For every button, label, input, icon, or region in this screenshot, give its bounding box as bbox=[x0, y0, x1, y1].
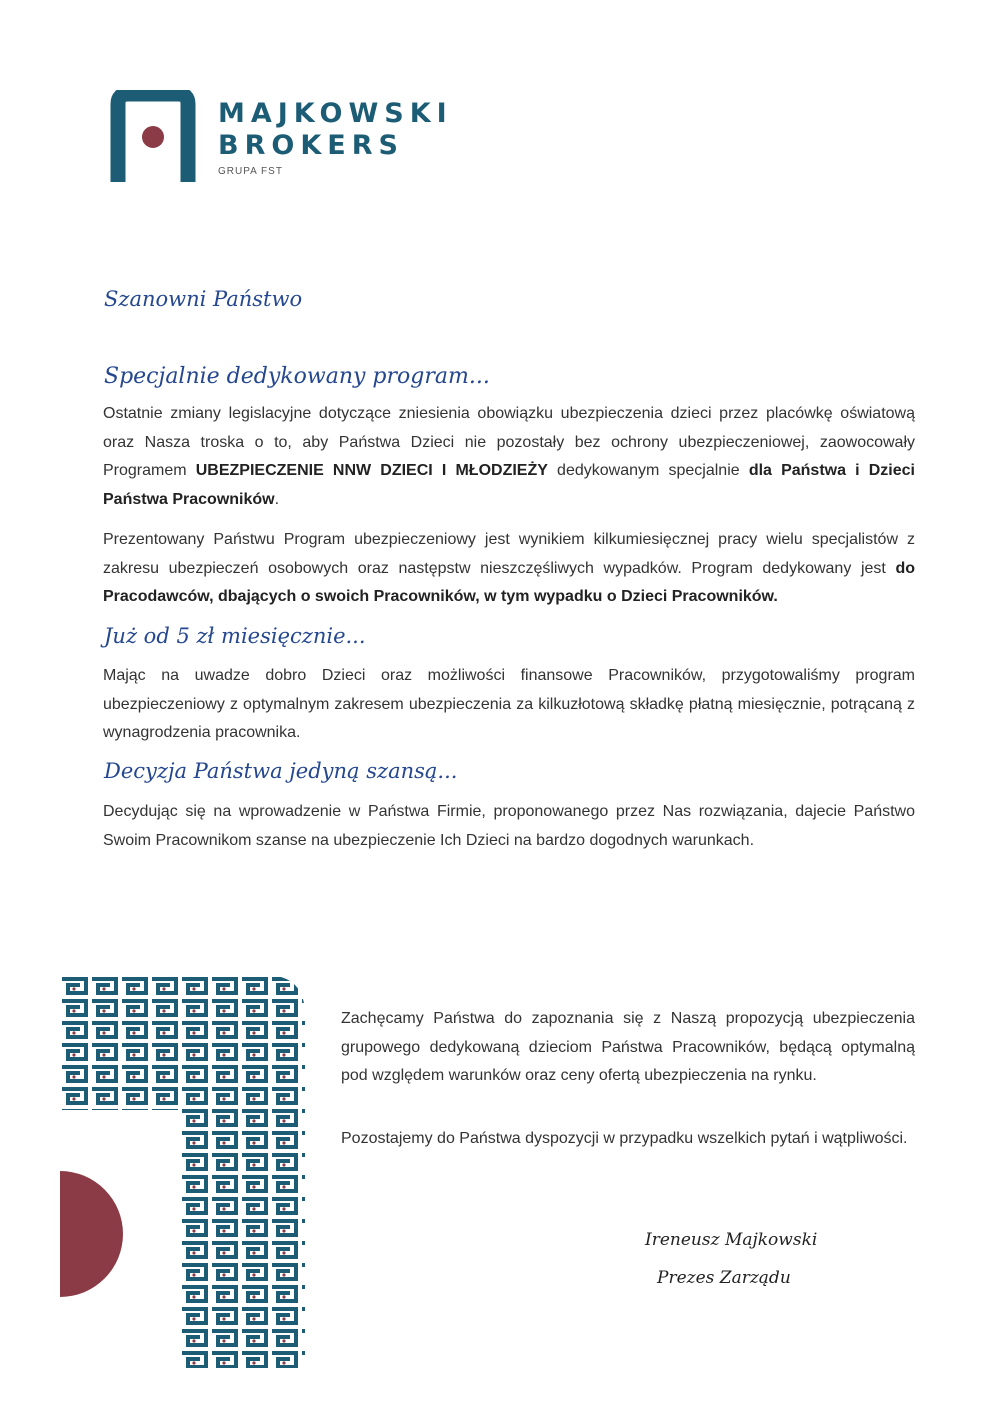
decorative-pattern bbox=[60, 975, 305, 1368]
logo-line-2: BROKERS bbox=[218, 130, 404, 161]
section-1-paragraph-2 bbox=[103, 526, 915, 612]
text-run: Ostatnie zmiany legislacyjne dotyczące zniesienia obowiązku ubezpieczenia dzieci przez placówkę oświatową oraz Nasza troska o to, aby Państwa Dzieci nie pozostały bez ochrony ubezpieczeniowej, zaowocowały Programem bbox=[103, 405, 915, 479]
text-run: Prezentowany Państwu Program ubezpieczeniowy jest wynikiem kilkumiesięcznej pracy wielu specjalistów z zakresu ubezpieczeń osobowych oraz następstw nieszczęśliwych wypadków. Program dedykowany jest bbox=[103, 531, 915, 577]
section-3-heading: Decyzja Państwa jedyną szansą... bbox=[104, 759, 458, 783]
salutation: Szanowni Państwo bbox=[104, 287, 303, 311]
signature-title: Prezes Zarządu bbox=[657, 1268, 791, 1288]
company-logo-text bbox=[218, 98, 453, 177]
company-logo-mark bbox=[108, 90, 198, 182]
logo-subtitle: GRUPA FST bbox=[218, 166, 283, 177]
section-1-paragraph-1 bbox=[103, 400, 915, 514]
closing-paragraph-1: Zachęcamy Państwa do zapoznania się z Naszą propozycją ubezpieczenia grupowego dedykowaną dzieciom Państwa Pracowników, będącą optymalną pod względem warunków oraz ceny ofertą ubezpieczenia na rynku. bbox=[341, 1010, 915, 1084]
text-run: dedykowanym specjalnie bbox=[547, 462, 749, 479]
section-2-heading: Już od 5 zł miesięcznie... bbox=[104, 624, 366, 648]
section-1-heading: Specjalnie dedykowany program... bbox=[104, 364, 490, 389]
maroon-half-circle bbox=[60, 1171, 123, 1297]
section-3-paragraph: Decydując się na wprowadzenie w Państwa Firmie, proponowanego przez Nas rozwiązania, dajecie Państwo Swoim Pracownikom szanse na ubezpieczenie Ich Dzieci na bardzo dogodnych warunkach. bbox=[103, 803, 915, 849]
signature-name: Ireneusz Majkowski bbox=[645, 1230, 818, 1250]
audience-emphasis: dla Państwa i Dzieci Państwa Pracowników bbox=[103, 462, 915, 508]
program-name: UBEZPIECZENIE NNW DZIECI I MŁODZIEŻY bbox=[195, 462, 548, 479]
closing-paragraph-2: Pozostajemy do Państwa dyspozycji w przypadku wszelkich pytań i wątpliwości. bbox=[341, 1130, 908, 1147]
section-2-paragraph: Mając na uwadze dobro Dzieci oraz możliwości finansowe Pracowników, przygotowaliśmy program ubezpieczeniowy z optymalnym zakresem ubezpieczenia za kilkuzłotową składkę płatną miesięcznie, potrącaną z wynagrodzenia pracownika. bbox=[103, 667, 915, 741]
employer-emphasis: do Pracodawców, dbających o swoich Pracowników, w tym wypadku o Dzieci Pracowników. bbox=[103, 559, 915, 605]
text-run: . bbox=[274, 490, 280, 508]
logo-line-1: MAJKOWSKI bbox=[218, 98, 453, 129]
